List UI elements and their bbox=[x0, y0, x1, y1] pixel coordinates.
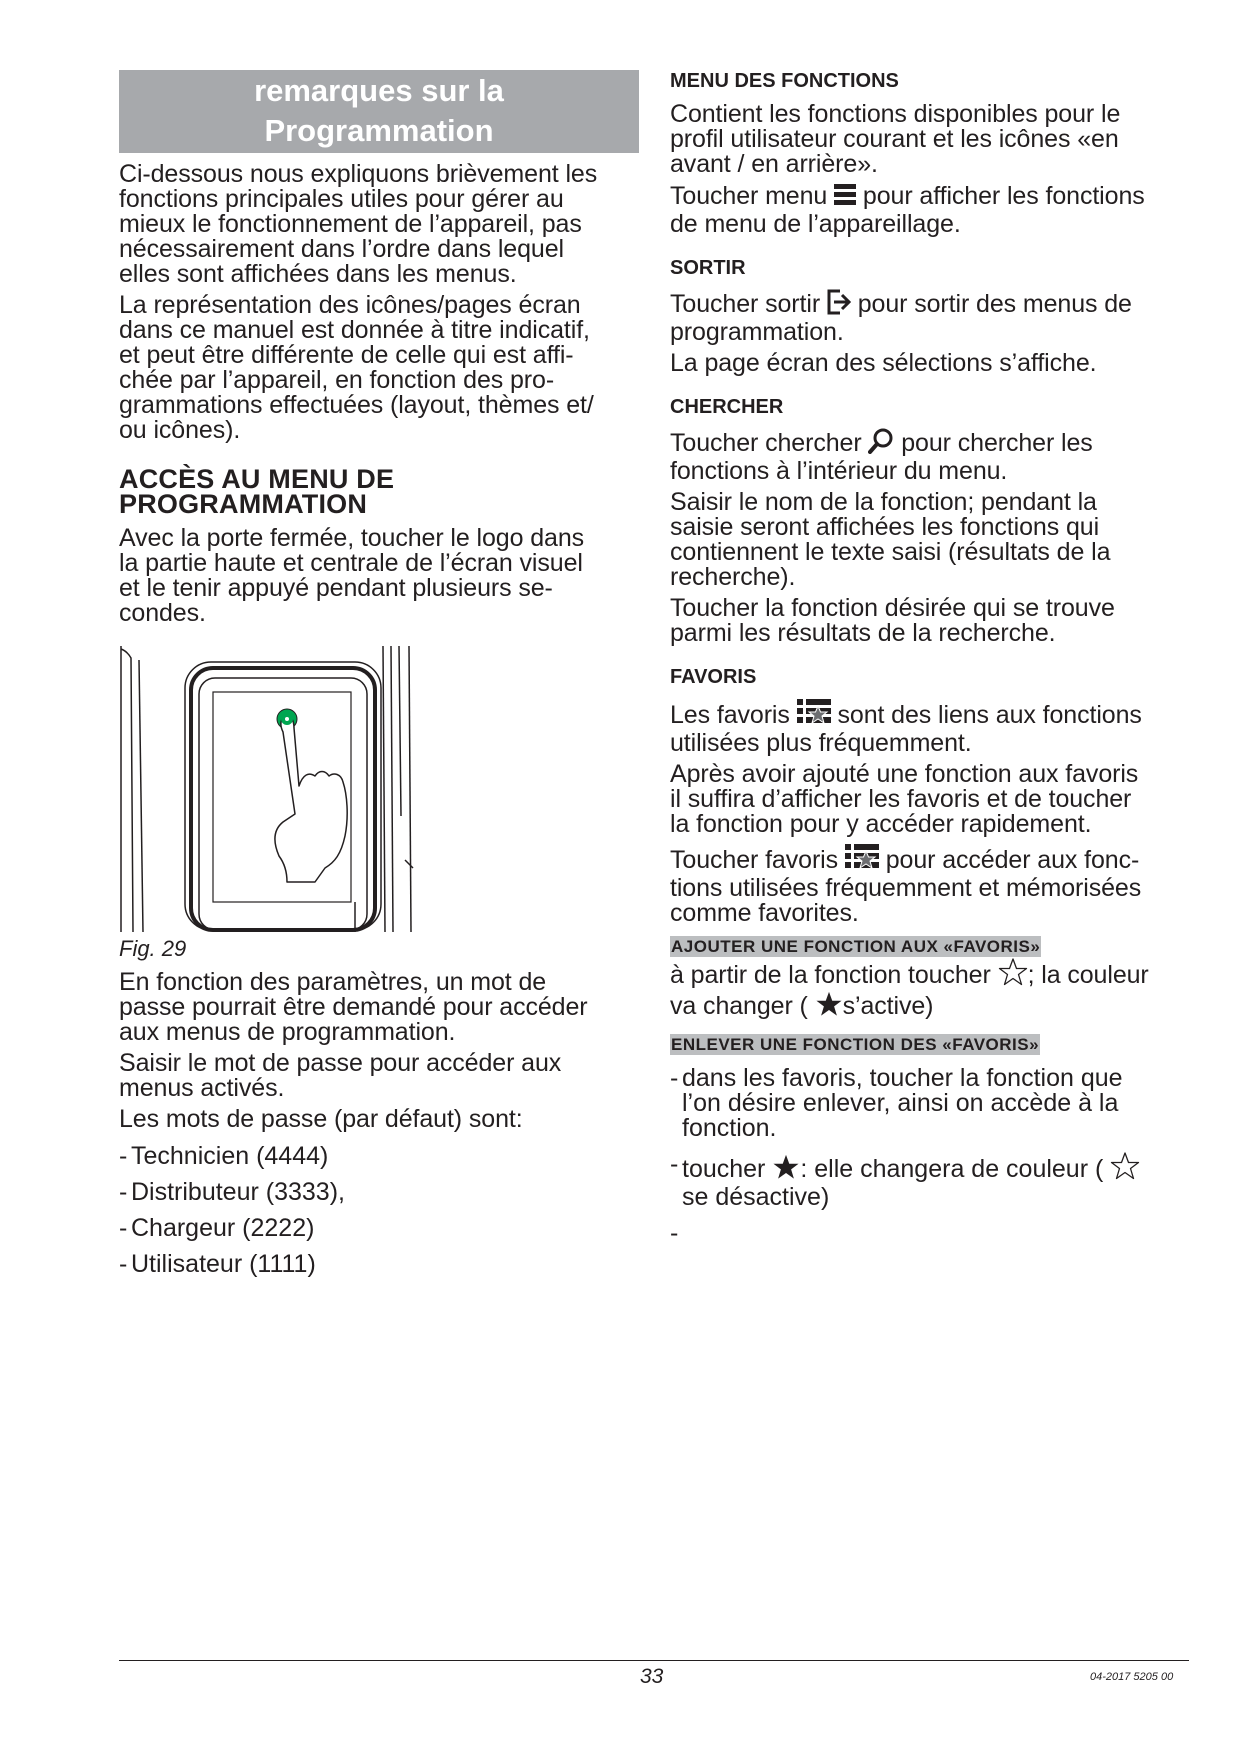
text-line: fonction. bbox=[682, 1114, 777, 1142]
sortir-paragraph-2: La page écran des sélections s’affiche. bbox=[670, 349, 1097, 377]
sortir-paragraph-1 bbox=[670, 289, 1195, 345]
text-run: Toucher chercher bbox=[670, 429, 869, 457]
text-line: condes. bbox=[119, 599, 206, 627]
section-title-line-2: Programmation bbox=[264, 113, 494, 148]
sortir-heading: SORTIR bbox=[670, 257, 746, 279]
text-run: pour sortir des menus de bbox=[850, 290, 1132, 318]
list-item-text: Utilisateur (1111) bbox=[131, 1250, 316, 1278]
list-dash: - bbox=[670, 1219, 679, 1247]
figure-touch-screen bbox=[119, 646, 419, 932]
star-filled-icon bbox=[772, 1154, 800, 1185]
heading-line: PROGRAMMATION bbox=[119, 489, 368, 519]
text-line: dans ce manuel est donnée à titre indicatif, bbox=[119, 316, 590, 344]
password-list-item bbox=[119, 1216, 639, 1241]
text-line: l’on désire enlever, ainsi on accède à la bbox=[682, 1089, 1119, 1117]
add-favorite-heading: AJOUTER UNE FONCTION AUX «FAVORIS» bbox=[671, 937, 1041, 956]
list-dash: - bbox=[670, 1064, 679, 1092]
password-paragraph-3: Les mots de passe (par défaut) sont: bbox=[119, 1105, 523, 1133]
text-line: aux menus de programmation. bbox=[119, 1018, 456, 1046]
touch-screen-illustration bbox=[119, 646, 419, 932]
text-line: mieux le fonctionnement de l’appareil, pas bbox=[119, 210, 582, 238]
text-line: passe pourrait être demandé pour accéder bbox=[119, 993, 588, 1021]
access-menu-heading bbox=[119, 464, 639, 519]
text-line: ou icônes). bbox=[119, 416, 241, 444]
list-item-text: Technicien (4444) bbox=[131, 1142, 329, 1170]
text-line: elles sont affichées dans les menus. bbox=[119, 260, 517, 288]
password-paragraph-2 bbox=[119, 1051, 639, 1101]
text-run: va changer ( bbox=[670, 992, 815, 1020]
list-dash: - bbox=[670, 1150, 679, 1178]
text-run: Les favoris bbox=[670, 701, 797, 729]
favoris-heading: FAVORIS bbox=[670, 666, 757, 688]
text-run: sont des liens aux fonctions bbox=[830, 701, 1142, 729]
password-list-item bbox=[119, 1252, 639, 1277]
list-item-text: Chargeur (2222) bbox=[131, 1214, 315, 1242]
text-line: la partie haute et centrale de l’écran visuel bbox=[119, 549, 583, 577]
text-line: Saisir le nom de la fonction; pendant la bbox=[670, 488, 1097, 516]
text-run: Toucher favoris bbox=[670, 846, 845, 874]
text-line: de menu de l’appareillage. bbox=[670, 210, 961, 238]
page-number: 33 bbox=[640, 1665, 664, 1688]
password-paragraph-1 bbox=[119, 970, 639, 1045]
text-run: Toucher menu bbox=[670, 182, 835, 210]
text-run: pour chercher les bbox=[894, 429, 1093, 457]
text-run: ; la couleur bbox=[1027, 961, 1149, 989]
text-line: et peut être différente de celle qui est affi- bbox=[119, 341, 574, 369]
favorites-list-icon bbox=[797, 698, 831, 731]
text-line: et le tenir appuyé pendant plusieurs se- bbox=[119, 574, 553, 602]
list-dash: - bbox=[119, 1142, 128, 1170]
text-line: il suffira d’afficher les favoris et de toucher bbox=[670, 785, 1132, 813]
list-dash: - bbox=[119, 1178, 128, 1206]
menu-paragraph-1 bbox=[670, 102, 1195, 177]
password-list-item bbox=[119, 1180, 639, 1205]
text-line: utilisées plus fréquemment. bbox=[670, 729, 972, 757]
password-list-item bbox=[119, 1144, 639, 1169]
text-line: nécessairement dans l’ordre dans lequel bbox=[119, 235, 564, 263]
text-line: profil utilisateur courant et les icônes «en bbox=[670, 125, 1119, 153]
remove-list-item bbox=[670, 1066, 1195, 1141]
text-line: Après avoir ajouté une fonction aux favoris bbox=[670, 760, 1139, 788]
right-column bbox=[670, 70, 1195, 1257]
text-line: tions utilisées fréquemment et mémorisées bbox=[670, 874, 1142, 902]
exit-arrow-icon bbox=[827, 289, 851, 320]
text-line: Toucher la fonction désirée qui se trouve bbox=[670, 594, 1115, 622]
text-line: fonctions principales utiles pour gérer au bbox=[119, 185, 564, 213]
chercher-paragraph-2 bbox=[670, 490, 1195, 590]
text-line: fonctions à l’intérieur du menu. bbox=[670, 457, 1008, 485]
text-line: parmi les résultats de la recherche. bbox=[670, 619, 1056, 647]
chercher-paragraph-3 bbox=[670, 596, 1195, 646]
remove-favorite-heading-wrap bbox=[670, 1034, 1195, 1056]
intro-paragraph-1 bbox=[119, 162, 639, 287]
hamburger-menu-icon bbox=[834, 183, 856, 212]
remove-favorite-heading: ENLEVER UNE FONCTION DES «FAVORIS» bbox=[671, 1035, 1040, 1054]
access-paragraph bbox=[119, 526, 639, 626]
remove-list-item bbox=[670, 1152, 1195, 1210]
text-line: Ci-dessous nous expliquons brièvement les bbox=[119, 160, 598, 188]
list-dash: - bbox=[119, 1214, 128, 1242]
list-item-text: Distributeur (3333), bbox=[131, 1178, 345, 1206]
text-run: pour accéder aux fonc- bbox=[878, 846, 1140, 874]
star-outline-icon bbox=[998, 958, 1028, 991]
section-title-box bbox=[119, 70, 639, 153]
text-line: la fonction pour y accéder rapidement. bbox=[670, 810, 1092, 838]
section-title-line-1: remarques sur la bbox=[254, 73, 504, 108]
footer-rule bbox=[119, 1660, 1189, 1661]
text-line: Contient les fonctions disponibles pour le bbox=[670, 100, 1121, 128]
list-dash: - bbox=[119, 1250, 128, 1278]
favoris-paragraph-1 bbox=[670, 698, 1195, 756]
text-run: Toucher sortir bbox=[670, 290, 827, 318]
text-run: pour afficher les fonctions bbox=[856, 182, 1145, 210]
list-item-text bbox=[682, 1066, 1123, 1141]
chercher-paragraph-1 bbox=[670, 428, 1195, 484]
text-line: menus activés. bbox=[119, 1074, 285, 1102]
document-code: 04-2017 5205 00 bbox=[1090, 1671, 1174, 1683]
text-line: chée par l’appareil, en fonction des pro- bbox=[119, 366, 555, 394]
text-line: En fonction des paramètres, un mot de bbox=[119, 968, 547, 996]
add-favorite-heading-wrap bbox=[670, 936, 1195, 958]
text-line: avant / en arrière». bbox=[670, 150, 878, 178]
text-line: saisie seront affichées les fonctions qui bbox=[670, 513, 1100, 541]
favorites-list-icon bbox=[845, 843, 879, 876]
menu-functions-heading: MENU DES FONCTIONS bbox=[670, 70, 899, 92]
favoris-paragraph-2 bbox=[670, 762, 1195, 837]
text-line: Avec la porte fermée, toucher le logo dans bbox=[119, 524, 585, 552]
text-line: programmation. bbox=[670, 318, 844, 346]
magnifier-icon bbox=[868, 428, 894, 459]
intro-paragraph-2 bbox=[119, 293, 639, 443]
text-line: se désactive) bbox=[682, 1183, 830, 1211]
menu-paragraph-2 bbox=[670, 183, 1195, 237]
star-outline-icon bbox=[1110, 1152, 1140, 1185]
chercher-heading: CHERCHER bbox=[670, 396, 784, 418]
text-line: Saisir le mot de passe pour accéder aux bbox=[119, 1049, 562, 1077]
list-item-text bbox=[682, 1152, 1140, 1210]
text-line: recherche). bbox=[670, 563, 796, 591]
text-line: grammations effectuées (layout, thèmes et/ bbox=[119, 391, 594, 419]
text-line: comme favorites. bbox=[670, 899, 859, 927]
add-favorite-paragraph bbox=[670, 958, 1195, 1022]
text-line: contiennent le texte saisi (résultats de la bbox=[670, 538, 1111, 566]
text-run: à partir de la fonction toucher bbox=[670, 961, 998, 989]
text-run: s’active) bbox=[842, 992, 934, 1020]
text-run: toucher bbox=[682, 1155, 773, 1183]
figure-caption: Fig. 29 bbox=[119, 936, 187, 961]
heading-line: ACCÈS AU MENU DE bbox=[119, 464, 395, 494]
text-line: dans les favoris, toucher la fonction que bbox=[682, 1064, 1123, 1092]
left-column bbox=[119, 70, 639, 1288]
remove-list-item-empty bbox=[670, 1221, 1195, 1246]
favoris-paragraph-3 bbox=[670, 843, 1195, 926]
text-line: La représentation des icônes/pages écran bbox=[119, 291, 581, 319]
star-filled-icon bbox=[815, 991, 843, 1022]
text-run: : elle changera de couleur ( bbox=[800, 1155, 1111, 1183]
